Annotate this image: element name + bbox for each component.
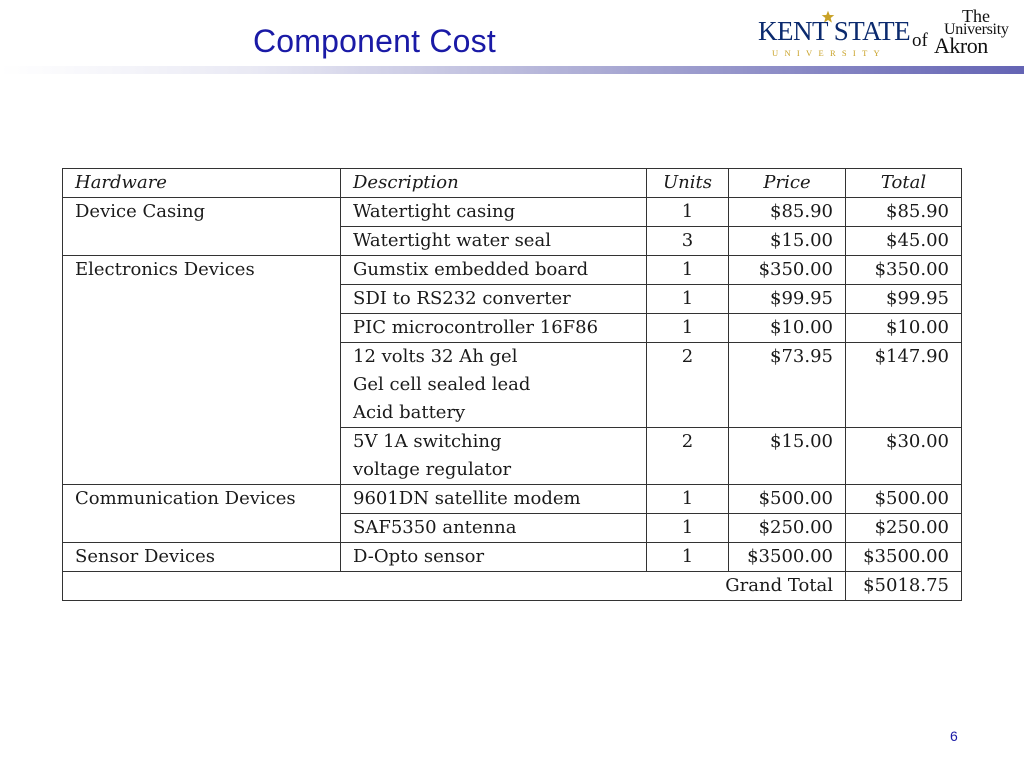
price-cell: $73.95 <box>729 343 846 428</box>
total-cell: $45.00 <box>846 227 962 256</box>
header-price: Price <box>729 169 846 198</box>
price-cell: $500.00 <box>729 485 846 514</box>
units-cell: 2 <box>647 343 729 428</box>
total-cell: $250.00 <box>846 514 962 543</box>
price-cell: $85.90 <box>729 198 846 227</box>
description-cell: SAF5350 antenna <box>341 514 647 543</box>
component-cost-table <box>62 168 962 601</box>
price-cell: $3500.00 <box>729 543 846 572</box>
price-cell: $350.00 <box>729 256 846 285</box>
units-cell: 2 <box>647 428 729 485</box>
units-cell: 3 <box>647 227 729 256</box>
page-number: 6 <box>950 728 958 744</box>
units-cell: 1 <box>647 314 729 343</box>
kent-state-subtitle: UNIVERSITY <box>772 48 886 58</box>
units-cell: 1 <box>647 543 729 572</box>
table-row <box>63 543 962 572</box>
description-line: voltage regulator <box>353 459 512 480</box>
units-cell: 1 <box>647 485 729 514</box>
description-line: Acid battery <box>353 402 466 423</box>
description-line: Gel cell sealed lead <box>353 374 531 395</box>
logo-the-text: The <box>962 6 990 26</box>
university-logo <box>758 6 1024 60</box>
table-row <box>63 485 962 514</box>
slide-title: Component Cost <box>253 23 496 59</box>
total-cell: $10.00 <box>846 314 962 343</box>
total-cell: $99.95 <box>846 285 962 314</box>
table-header-row <box>63 169 962 198</box>
description-line: 12 volts 32 Ah gel <box>353 346 518 367</box>
header-units: Units <box>647 169 729 198</box>
header-description: Description <box>341 169 647 198</box>
hardware-cell: Communication Devices <box>63 485 341 543</box>
price-cell: $15.00 <box>729 227 846 256</box>
description-cell: Watertight casing <box>341 198 647 227</box>
kent-state-wordmark: KENT STATE <box>758 16 911 46</box>
units-cell: 1 <box>647 256 729 285</box>
description-line: 5V 1A switching <box>353 431 502 452</box>
description-cell: PIC microcontroller 16F86 <box>341 314 647 343</box>
description-cell <box>341 343 647 428</box>
units-cell: 1 <box>647 198 729 227</box>
header-hardware: Hardware <box>63 169 341 198</box>
grand-total-value: $5018.75 <box>846 572 962 601</box>
total-cell: $85.90 <box>846 198 962 227</box>
price-cell: $15.00 <box>729 428 846 485</box>
description-cell: D-Opto sensor <box>341 543 647 572</box>
title-divider <box>0 66 1024 74</box>
grand-total-row <box>63 572 962 601</box>
hardware-cell: Device Casing <box>63 198 341 256</box>
total-cell: $30.00 <box>846 428 962 485</box>
total-cell: $3500.00 <box>846 543 962 572</box>
price-cell: $250.00 <box>729 514 846 543</box>
units-cell: 1 <box>647 285 729 314</box>
price-cell: $10.00 <box>729 314 846 343</box>
hardware-cell: Electronics Devices <box>63 256 341 485</box>
description-cell: 9601DN satellite modem <box>341 485 647 514</box>
grand-total-label: Grand Total <box>63 572 846 601</box>
logo-akron-text: Akron <box>934 33 988 58</box>
header-total: Total <box>846 169 962 198</box>
logo-university-text: University <box>944 21 1009 38</box>
table-row <box>63 256 962 285</box>
total-cell: $147.90 <box>846 343 962 428</box>
description-cell: SDI to RS232 converter <box>341 285 647 314</box>
description-cell <box>341 428 647 485</box>
hardware-cell: Sensor Devices <box>63 543 341 572</box>
units-cell: 1 <box>647 514 729 543</box>
description-cell: Watertight water seal <box>341 227 647 256</box>
price-cell: $99.95 <box>729 285 846 314</box>
table-row <box>63 198 962 227</box>
total-cell: $500.00 <box>846 485 962 514</box>
description-cell: Gumstix embedded board <box>341 256 647 285</box>
total-cell: $350.00 <box>846 256 962 285</box>
logo-of-text: of <box>912 30 928 51</box>
